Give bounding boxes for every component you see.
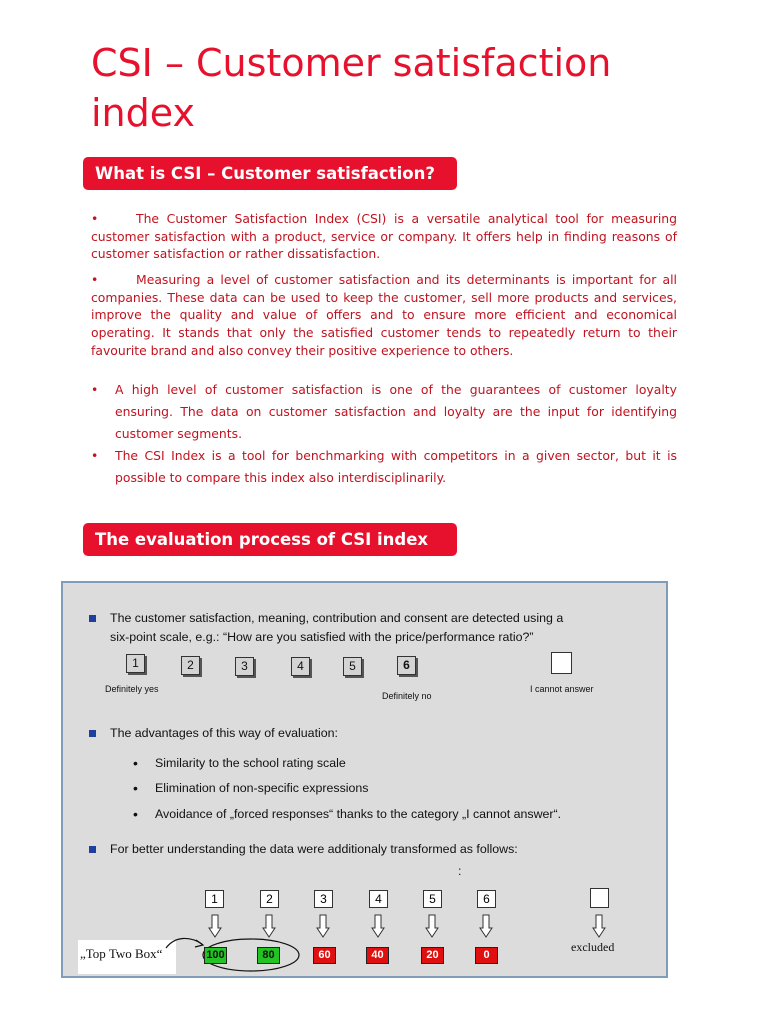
advantage-text: Similarity to the school rating scale xyxy=(155,756,346,770)
square-bullet-icon xyxy=(89,846,96,853)
bullet-dot: • xyxy=(91,382,99,397)
scale-box-3: 3 xyxy=(235,657,254,676)
down-arrow-icon xyxy=(479,914,493,938)
advantage-item xyxy=(133,806,562,822)
cannot-answer-box xyxy=(551,652,572,674)
top-two-box-label: „Top Two Box“ xyxy=(80,946,163,961)
value-box-0: 0 xyxy=(475,947,498,964)
transform-box-2: 2 xyxy=(260,890,279,908)
down-arrow-icon xyxy=(371,914,385,938)
list-item-text: A high level of customer satisfaction is one of the guarantees of customer loyalty ensuring. The data on customer satisfaction and loyalty are the input for identifying customer segments. xyxy=(115,382,677,441)
advantage-text: Elimination of non-specific expressions xyxy=(155,781,369,795)
transform-box-4: 4 xyxy=(369,890,388,908)
paragraph-text: Measuring a level of customer satisfaction and its determinants is important for all companies. These data can be used to keep the customer, sell more products and services, improve the quality and value of offers and to ensure more efficient and economical operating. It stands that only the satisfied customer tends to repeatedly return to their favourite brand and also convey their positive experience to others. xyxy=(91,272,677,358)
list-item xyxy=(91,379,677,445)
list-item-text: The CSI Index is a tool for benchmarking with competitors in a given sector, but it is possible to compare this index also interdisciplinarily. xyxy=(115,448,677,485)
scale-box-5: 5 xyxy=(343,657,362,676)
panel-item-transformation: For better understanding the data were additionaly transformed as follows: xyxy=(110,842,518,856)
down-arrow-icon xyxy=(425,914,439,938)
value-box-100: 100 xyxy=(204,947,227,964)
value-box-20: 20 xyxy=(421,947,444,964)
advantage-item xyxy=(133,780,369,796)
down-arrow-icon xyxy=(316,914,330,938)
value-box-80: 80 xyxy=(257,947,280,964)
label-definitely-yes: Definitely yes xyxy=(105,684,159,694)
panel-item-scale-line1: The customer satisfaction, meaning, contribution and consent are detected using a xyxy=(110,611,564,625)
paragraph-csi-importance xyxy=(91,271,677,360)
page-title: CSI – Customer satisfaction index xyxy=(91,41,612,135)
bullet-dot: • xyxy=(91,448,99,463)
colon-mark: : xyxy=(458,864,462,878)
square-bullet-icon xyxy=(89,615,96,622)
label-definitely-no: Definitely no xyxy=(382,691,432,701)
square-bullet-icon xyxy=(89,730,96,737)
bullet-dot: • xyxy=(91,272,99,287)
cannot-answer-box-transform xyxy=(590,888,609,908)
bullet-dot: • xyxy=(91,211,99,226)
scale-box-2: 2 xyxy=(181,656,200,675)
list-item xyxy=(91,445,677,489)
advantage-text: Avoidance of „forced responses“ thanks to the category „I cannot answer“. xyxy=(155,807,562,821)
section-heading-evaluation-process: The evaluation process of CSI index xyxy=(83,523,457,556)
bullet-dot: • xyxy=(133,806,138,822)
transform-box-3: 3 xyxy=(314,890,333,908)
advantage-item xyxy=(133,755,346,771)
value-box-60: 60 xyxy=(313,947,336,964)
scale-box-4: 4 xyxy=(291,657,310,676)
section-heading-what-is-csi: What is CSI – Customer satisfaction? xyxy=(83,157,457,190)
scale-box-1: 1 xyxy=(126,654,145,673)
label-cannot-answer: I cannot answer xyxy=(530,684,594,694)
panel-item-scale-line2: six-point scale, e.g.: “How are you satisfied with the price/performance ratio?” xyxy=(110,630,534,644)
csi-bullet-list xyxy=(91,379,677,489)
bullet-dot: • xyxy=(133,780,138,796)
top-two-box-ellipse xyxy=(160,930,302,974)
value-box-40: 40 xyxy=(366,947,389,964)
panel-item-advantages: The advantages of this way of evaluation: xyxy=(110,726,338,740)
bullet-dot: • xyxy=(133,755,138,771)
transform-box-6: 6 xyxy=(477,890,496,908)
transform-box-1: 1 xyxy=(205,890,224,908)
scale-box-6: 6 xyxy=(397,656,416,675)
paragraph-text: The Customer Satisfaction Index (CSI) is a versatile analytical tool for measuring customer satisfaction with a product, service or company. It offers help in finding reasons of customer satisfaction or rather dissatisfaction. xyxy=(91,211,677,262)
label-excluded: excluded xyxy=(571,940,615,954)
transform-box-5: 5 xyxy=(423,890,442,908)
down-arrow-icon xyxy=(592,914,606,938)
paragraph-csi-definition xyxy=(91,210,677,263)
